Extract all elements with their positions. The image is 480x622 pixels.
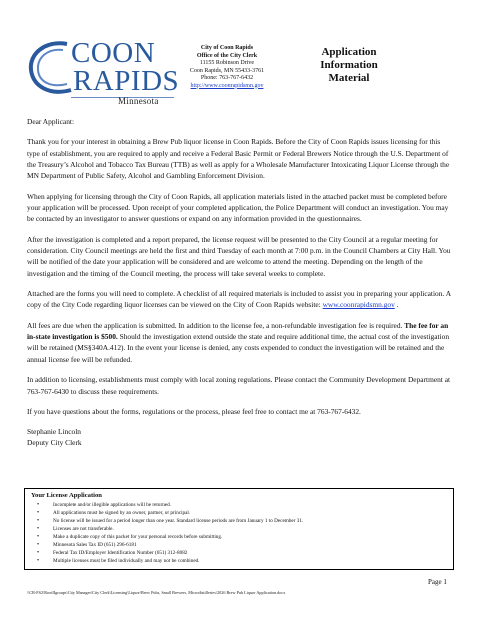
investigation-fee-note: The fee for an in-state investigation is $500. [27,320,449,342]
logo-word-rapids: RAPIDS [73,65,180,97]
list-item: • Multiple licenses must be filed individually and may not be combined. [53,557,447,565]
coon-rapids-logo [27,36,180,106]
logo-word-coon: COON [71,37,156,69]
paragraph-5-rest: Should the investigation extend outside the state and require additional time, the actual cost of the investigation will be retained (MS§340A.412). In the event your license is denied, any costs expended to conduct the investigation will be retained and the annual license fee will be refunded. [27,332,450,364]
paragraph-5-text: All fees are due when the application is submitted. In addition to the license fee, a non-refundable investigation fee is required. [27,320,405,330]
signer-title: Deputy City Clerk [27,438,82,448]
salutation: Dear Applicant: [27,117,74,126]
paragraph-2: When applying for licensing through the City of Coon Rapids, all application materials listed in the attached packet must be completed before your application will be processed. Upon receipt of your completed application, the Police Department will conduct an investigation. You may be contacted by an investigator to answer questions or expand on any information provided in the questionnaires. [27,191,449,224]
paragraph-3: After the investigation is completed and a report prepared, the license request will be presented to the City Council at a regular meeting for consideration. City Council meetings are held the first and third Tuesday of each month at 7:00 p.m. in the Council Chambers at City Hall. You will be notified of the date your application will be considered and are welcome to attend the meeting. Depending on the length of the investigation and the timing of the Council meeting, the process will take several weeks to complete. [27,234,451,278]
logo-state: Minnesota [118,96,159,106]
notes-list [31,501,447,565]
document-title [300,46,398,85]
list-item: • Make a duplicate copy of this packet for your personal records before submitting. [53,533,447,541]
title-line-1: Application [321,46,377,58]
paragraph-1: Thank you for your interest in obtaining a Brew Pub liquor license in Coon Rapids. Before the City of Coon Rapids issues licensing for this type of establishment, you are required to apply and receive a Federal Basic Permit or Federal Brewers Notice through the U.S. Department of the Treasury’s Alcohol and Tobacco Tax Bureau (TTB) as well as apply for a Wholesale Manufacturer Intoxicating Liquor License through the MN Department of Public Safety, Alcohol and Gambling Enforcement Division. [27,137,450,181]
office-address-block [170,45,284,90]
logo-swoosh-icon [27,38,73,98]
paragraph-4 [27,288,453,311]
file-path-footer: \\CR-FS2\RootIIgroups\City Manager\City Clerk\Licensing\Liquor\Brew Pubs, Small Brewers, Microdistilleries\2026 Brew Pub Liquor Application.docx [27,590,286,595]
office-phone: Phone: 763-767-6432 [200,75,254,81]
list-item: • No license will be issued for a period longer than one year. Standard license periods are from January 1 to December 31. [53,517,447,525]
title-line-2: Information [320,59,378,71]
office-city: City of Coon Rapids [200,45,254,51]
paragraph-4-end: . [394,300,399,310]
paragraph-4-text: Attached are the forms you will need to complete. A checklist of all required materials is included to assist you in preparing your application. A copy of the City Code regarding liquor licenses can be viewed on the City of Coon Rapids website: [27,289,451,310]
paragraph-7: If you have questions about the forms, regulations or the process, please feel free to contact me at 763-767-6432. [27,406,361,416]
list-item: • Minnesota Sales Tax ID (651) 296-6181 [53,541,447,549]
office-street: 11155 Robinson Drive [199,60,255,66]
signer-name: Stephanie Lincoln [27,426,81,436]
list-item: • Federal Tax ID/Employer Identification Number (651) 312-8082 [53,549,447,557]
title-line-3: Material [328,72,370,84]
notes-heading: Your License Application [31,492,102,499]
list-item: • All applications must be signed by an owner, partner, or principal. [53,509,447,517]
paragraph-5 [27,320,453,366]
list-item: • Licenses are not transferable. [53,525,447,533]
list-item: • Incomplete and/or illegible applications will be returned. [53,501,447,509]
office-name: Office of the City Clerk [196,52,258,59]
letter-body [27,116,453,449]
office-website-link[interactable]: http://www.coonrapidsmn.gov [190,82,264,89]
paragraph-6: In addition to licensing, establishments must comply with local zoning regulations. Please contact the Community Development Department at 763-767-6430 to discuss these requirements. [27,375,451,396]
license-application-notes-box [24,488,454,570]
city-website-link[interactable]: www.coonrapidsmn.gov [322,300,395,310]
page-number: Page 1 [428,578,447,586]
office-citystate: Coon Rapids, MN 55433-3761 [189,67,265,74]
